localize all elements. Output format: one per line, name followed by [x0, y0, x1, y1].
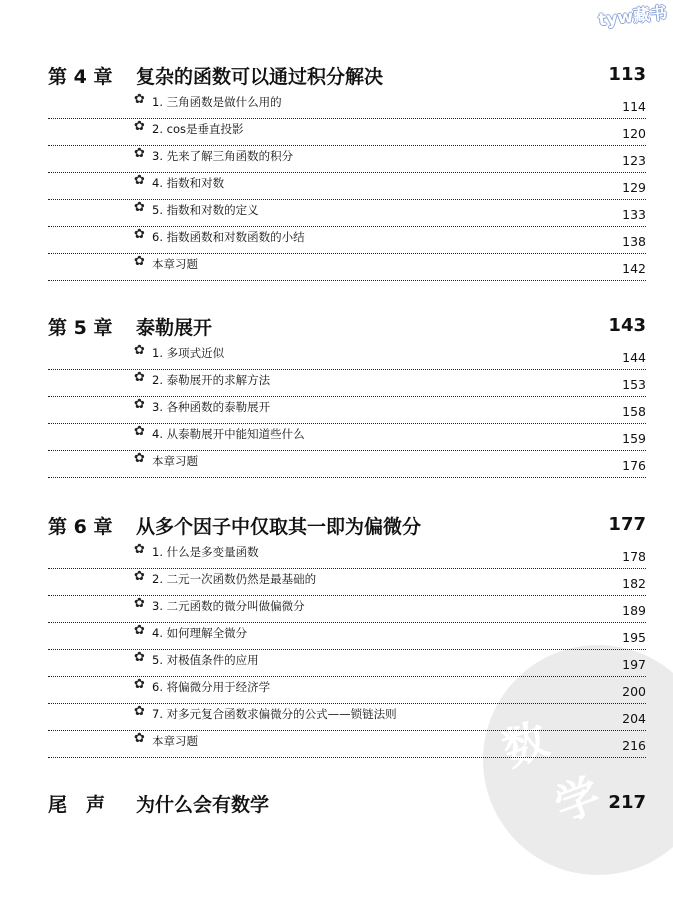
entry-label: 3. 二元函数的微分叫做偏微分	[152, 599, 305, 613]
entry-page: 182	[622, 576, 646, 591]
seal-char-2: 学	[548, 767, 613, 833]
flower-icon: ✿	[134, 119, 145, 134]
chapter-title: 复杂的函数可以通过积分解决	[136, 66, 384, 88]
epilogue-heading[interactable]	[48, 790, 646, 820]
entry-label: 本章习题	[152, 257, 198, 271]
chapter-heading[interactable]	[48, 512, 646, 542]
toc-entry[interactable]	[48, 451, 646, 478]
toc-entry[interactable]	[48, 227, 646, 254]
entry-page: 133	[622, 207, 646, 222]
entry-page: 204	[622, 711, 646, 726]
flower-icon: ✿	[134, 596, 145, 611]
flower-icon: ✿	[134, 704, 145, 719]
entry-page: 138	[622, 234, 646, 249]
chapter-heading[interactable]	[48, 62, 646, 92]
toc-entry[interactable]	[48, 200, 646, 227]
toc-entry[interactable]	[48, 569, 646, 596]
entry-label: 4. 如何理解全微分	[152, 626, 248, 640]
toc-entry[interactable]	[48, 596, 646, 623]
entry-page: 195	[622, 630, 646, 645]
flower-icon: ✿	[134, 370, 145, 385]
entry-page: 123	[622, 153, 646, 168]
entry-page: 216	[622, 738, 646, 753]
entry-label: 本章习题	[152, 734, 198, 748]
entry-page: 153	[622, 377, 646, 392]
entry-label: 4. 从泰勒展开中能知道些什么	[152, 427, 305, 441]
entry-page: 142	[622, 261, 646, 276]
toc-entry[interactable]	[48, 119, 646, 146]
entry-page: 197	[622, 657, 646, 672]
flower-icon: ✿	[134, 424, 145, 439]
toc-entry[interactable]	[48, 146, 646, 173]
entry-page: 129	[622, 180, 646, 195]
chapter-number: 第 6 章	[48, 516, 113, 538]
entry-page: 176	[622, 458, 646, 473]
seal-char-1: 数	[496, 711, 561, 777]
chapter-number: 第 4 章	[48, 66, 113, 88]
flower-icon: ✿	[134, 146, 145, 161]
epilogue	[48, 790, 646, 820]
entry-page: 189	[622, 603, 646, 618]
entry-label: 本章习题	[152, 454, 198, 468]
toc-entry[interactable]	[48, 731, 646, 758]
flower-icon: ✿	[134, 227, 145, 242]
entry-label: 1. 三角函数是做什么用的	[152, 95, 282, 109]
entry-page: 144	[622, 350, 646, 365]
flower-icon: ✿	[134, 343, 145, 358]
toc-entry[interactable]	[48, 343, 646, 370]
flower-icon: ✿	[134, 173, 145, 188]
toc-entry[interactable]	[48, 92, 646, 119]
chapter-heading[interactable]	[48, 313, 646, 343]
entry-label: 7. 对多元复合函数求偏微分的公式——锁链法则	[152, 707, 397, 721]
toc-entry[interactable]	[48, 677, 646, 704]
epilogue-page: 217	[608, 792, 646, 813]
chapter-page: 143	[608, 315, 646, 336]
entry-page: 200	[622, 684, 646, 699]
entry-label: 3. 先来了解三角函数的积分	[152, 149, 294, 163]
flower-icon: ✿	[134, 623, 145, 638]
toc-entry[interactable]	[48, 370, 646, 397]
epilogue-title: 为什么会有数学	[136, 794, 270, 816]
flower-icon: ✿	[134, 92, 145, 107]
entry-page: 120	[622, 126, 646, 141]
entry-page: 159	[622, 431, 646, 446]
entry-page: 178	[622, 549, 646, 564]
chapter-page: 177	[608, 514, 646, 535]
entry-label: 1. 什么是多变量函数	[152, 545, 259, 559]
chapter-number: 第 5 章	[48, 317, 113, 339]
toc-entry[interactable]	[48, 424, 646, 451]
entry-label: 6. 将偏微分用于经济学	[152, 680, 271, 694]
entry-label: 6. 指数函数和对数函数的小结	[152, 230, 305, 244]
chapter-page: 113	[608, 64, 646, 85]
entry-label: 4. 指数和对数	[152, 176, 225, 190]
toc-entry[interactable]	[48, 254, 646, 281]
entry-page: 114	[622, 99, 646, 114]
flower-icon: ✿	[134, 451, 145, 466]
entry-page: 158	[622, 404, 646, 419]
flower-icon: ✿	[134, 731, 145, 746]
epilogue-label: 尾 声	[48, 794, 106, 816]
entry-label: 2. 二元一次函数仍然是最基础的	[152, 572, 317, 586]
chapter-4	[48, 62, 646, 281]
toc-entry[interactable]	[48, 650, 646, 677]
chapter-6	[48, 512, 646, 758]
chapter-5	[48, 313, 646, 478]
toc-entry[interactable]	[48, 397, 646, 424]
top-watermark: tyw藏书	[597, 3, 669, 31]
flower-icon: ✿	[134, 650, 145, 665]
chapter-title: 从多个因子中仅取其一即为偏微分	[136, 516, 422, 538]
flower-icon: ✿	[134, 542, 145, 557]
entry-label: 5. 指数和对数的定义	[152, 203, 259, 217]
entry-label: 5. 对极值条件的应用	[152, 653, 259, 667]
entry-label: 2. 泰勒展开的求解方法	[152, 373, 271, 387]
flower-icon: ✿	[134, 677, 145, 692]
entry-label: 2. cos是垂直投影	[152, 122, 244, 136]
flower-icon: ✿	[134, 397, 145, 412]
flower-icon: ✿	[134, 200, 145, 215]
flower-icon: ✿	[134, 254, 145, 269]
entry-label: 3. 各种函数的泰勒展开	[152, 400, 271, 414]
toc-entry[interactable]	[48, 173, 646, 200]
flower-icon: ✿	[134, 569, 145, 584]
entry-label: 1. 多项式近似	[152, 346, 225, 360]
toc-entry[interactable]	[48, 704, 646, 731]
chapter-title: 泰勒展开	[136, 317, 213, 339]
toc-entry[interactable]	[48, 623, 646, 650]
toc-entry[interactable]	[48, 542, 646, 569]
